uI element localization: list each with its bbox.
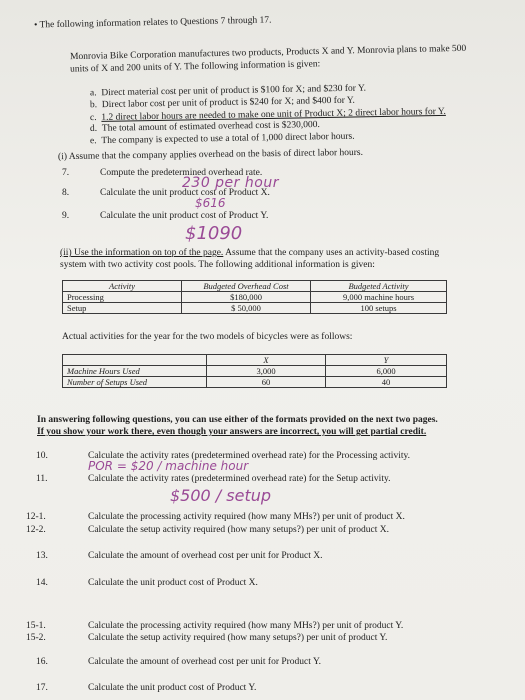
q7-handwritten-answer: 230 per hour [182,175,279,191]
info-item-d: d. The total amount of estimated overhead cost is $230,000. [89,119,320,135]
info-item-a: a. Direct material cost per unit of product is $100 for X; and $230 for Y. [89,83,367,99]
table-row: Processing $180,000 9,000 machine hours [63,292,447,303]
q9-handwritten-answer: $1090 [185,223,243,244]
col-header-budgeted-overhead: Budgeted Overhead Cost [182,281,311,292]
q17-text: Calculate the unit product cost of Product Y. [88,683,257,693]
q8-number: 8. [62,188,70,198]
q11-handwritten-answer: $500 / setup [170,486,272,505]
col-header-activity: Activity [63,281,182,292]
info-item-e: e. The company is expected to use a total of 1,000 direct labor hours. [89,131,355,147]
q11-text: Calculate the activity rates (predetermined overhead rate) for the Setup activity. [88,474,391,484]
q13-text: Calculate the amount of overhead cost per unit for Product X. [88,551,323,561]
q15-1-text: Calculate the processing activity required (how many MHs?) per unit of product Y. [88,621,404,631]
q8-handwritten-answer: $616 [195,196,226,210]
table-row: Machine Hours Used 3,000 6,000 [63,366,447,377]
bullet: • [33,20,38,31]
q7-text: Compute the predetermined overhead rate. [100,168,263,178]
q9-text: Calculate the unit product cost of Product Y. [100,211,269,221]
q9-number: 9. [62,211,70,221]
q15-2-number: 15-2. [26,633,46,643]
part-ii-line-1: (ii) Use the information on top of the page. Assume that the company uses an activity-based costing [60,248,440,258]
company-line-1: Monrovia Bike Corporation manufactures two products, Products X and Y. Monrovia plans to make 500 [69,43,467,63]
q15-1-number: 15-1. [26,621,46,631]
q14-number: 14. [36,578,48,588]
q12-2-text: Calculate the setup activity required (how many setups?) per unit of product X. [88,525,390,535]
q12-2-number: 12-2. [26,525,46,535]
part-i-instruction: (i) Assume that the company applies overhead on the basis of direct labor hours. [57,147,364,163]
q13-number: 13. [36,551,48,561]
company-line-2: units of X and 200 units of Y. The following information is given: [69,59,321,75]
actual-activity-table [62,354,447,388]
q11-number: 11. [36,474,48,484]
q17-number: 17. [36,683,48,693]
table-row: Setup $ 50,000 100 setups [63,303,447,314]
col-header-budgeted-activity: Budgeted Activity [311,281,447,292]
part-ii-line-2: system with two activity cost pools. The following additional information is given: [60,260,375,270]
q10-text: Calculate the activity rates (predetermined overhead rate) for the Processing activity. [88,451,410,461]
col-header-y: Y [326,355,447,366]
answer-instruction-1: In answering following questions, you can use either of the formats provided on the next two pages. [37,415,438,425]
q16-number: 16. [36,657,48,667]
q7-number: 7. [62,168,70,178]
q12-1-number: 12-1. [26,512,46,522]
q10-number: 10. [36,451,48,461]
actual-activities-text: Actual activities for the year for the two models of bicycles were as follows: [62,332,353,342]
info-item-b: b. Direct labor cost per unit of product is $240 for X; and $400 for Y. [89,95,355,111]
q14-text: Calculate the unit product cost of Product X. [88,578,258,588]
q8-text: Calculate the unit product cost of Product X. [100,188,270,198]
q12-1-text: Calculate the processing activity required (how many MHs?) per unit of product X. [88,512,405,522]
info-item-c: c. 1.2 direct labor hours are needed to make one unit of Product X; 2 direct labor hours for Y. [89,106,446,124]
answer-instruction-2: If you show your work there, even though your answers are incorrect, you will get partial credit. [37,427,427,437]
col-header-x: X [207,355,326,366]
q15-2-text: Calculate the setup activity required (how many setups?) per unit of product Y. [88,633,388,643]
activity-cost-table [62,280,447,314]
q16-text: Calculate the amount of overhead cost per unit for Product Y. [88,657,321,667]
q10-handwritten-answer: POR = $20 / machine hour [88,459,249,473]
table-row: Number of Setups Used 60 40 [63,377,447,388]
intro-line: • The following information relates to Questions 7 through 17. [33,15,272,31]
